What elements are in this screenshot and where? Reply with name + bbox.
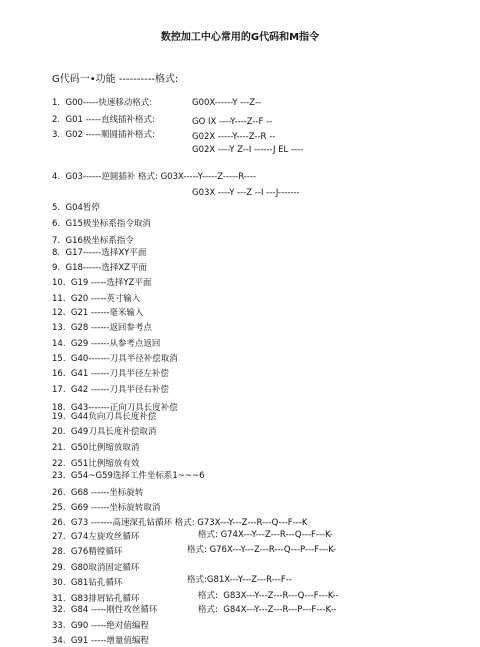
code-line: 6. G15极坐标系指令取消 [52, 219, 151, 229]
code-line: 格式: G74X---Y---Z---R---Q---F---K- [198, 530, 333, 540]
code-line: 12. G21 ------毫米输入 [52, 308, 144, 318]
code-line: 34. G91 -----增量值编程 [52, 636, 149, 646]
code-line: 29. G80取消固定循环 [52, 563, 140, 573]
code-line: 13. G28 ------返回参考点 [52, 323, 152, 333]
code-line: 9. G18------选择XZ平面 [52, 263, 147, 273]
code-line: 21. G50比例缩放取消 [52, 443, 140, 453]
code-line: 19. G44负向刀具长度补偿 [52, 412, 157, 422]
code-line: 7. G16极坐标系指令 [52, 236, 134, 246]
code-line: 14. G29 ------从参考点返回 [52, 339, 161, 349]
code-line: 格式: G84X---Y---Z---R---P---F---K-- [198, 605, 337, 615]
code-line: 32. G84 -----刚性攻丝循环 [52, 605, 158, 615]
code-line: G02X -----Y----Z--R -- [192, 132, 276, 142]
section-heading: G代码一•功能 ----------格式: [52, 74, 179, 85]
code-line: 18. G43-------正向刀具长度补偿 [52, 403, 178, 413]
code-line: 17. G42 ------刀具半径右补偿 [52, 385, 169, 395]
code-line: 15. G40-------刀具半径补偿取消 [52, 354, 178, 364]
code-line: 16. G41 ------刀具半径左补偿 [52, 369, 169, 379]
code-line: G03X ----Y ---Z --I ---J------- [192, 188, 300, 198]
code-line: 25. G69 ------坐标旋转取消 [52, 503, 161, 513]
document-title: 数控加工中心常用的G代码和M指令 [160, 32, 320, 43]
code-line: 格式:G81X---Y---Z---R---F-- [187, 575, 292, 585]
code-line: 23. G54~G59选择工件坐标系1~~~6 [52, 471, 205, 481]
code-line: 1. G00-----快速移动格式: [52, 98, 153, 108]
code-line: 格式: G83X---Y---Z---R---Q---F---K-- [198, 591, 339, 601]
code-line: 20. G49刀具长度补偿取消 [52, 427, 157, 437]
code-line: 31. G83排屑钻孔循环 [52, 594, 140, 604]
code-line: 27. G74左旋攻丝循环 [52, 532, 140, 542]
code-line: 4. G03------逆圆插补 格式: G03X-----Y-----Z-----R---- [52, 172, 257, 182]
code-line: G02X ----Y Z--I ------J EL ---- [192, 145, 304, 155]
code-line: G00X------Y ---Z-- [192, 98, 262, 108]
code-line: 2. G01 -----直线插补格式: [52, 115, 155, 125]
code-line: 3. G02 -----顺圆插补格式: [52, 130, 155, 140]
code-line: GO IX ----Y----Z--F -- [192, 117, 273, 127]
code-line: 10. G19 -----选择YZ平面 [52, 278, 152, 288]
code-line: 28. G76精镗循环 [52, 547, 123, 557]
code-line: 11. G20 -----英寸输入 [52, 294, 141, 304]
code-line: 格式: G76X---Y---Z---R---Q---P---F---K- [187, 545, 337, 555]
code-line: 5. G04暂停 [52, 203, 100, 213]
code-line: 30. G81钻孔循环 [52, 578, 123, 588]
code-line: 26. G68 ------坐标旋转 [52, 488, 144, 498]
code-line: 33. G90 -----绝对值编程 [52, 621, 149, 631]
code-line: 22. G51比例缩放有效 [52, 459, 140, 469]
code-line: 8. G17------选择XY平面 [52, 248, 147, 258]
code-line: 26. G73 -------高速深孔钻循环 格式: G73X---Y---Z---R---Q---F---K [52, 518, 308, 528]
